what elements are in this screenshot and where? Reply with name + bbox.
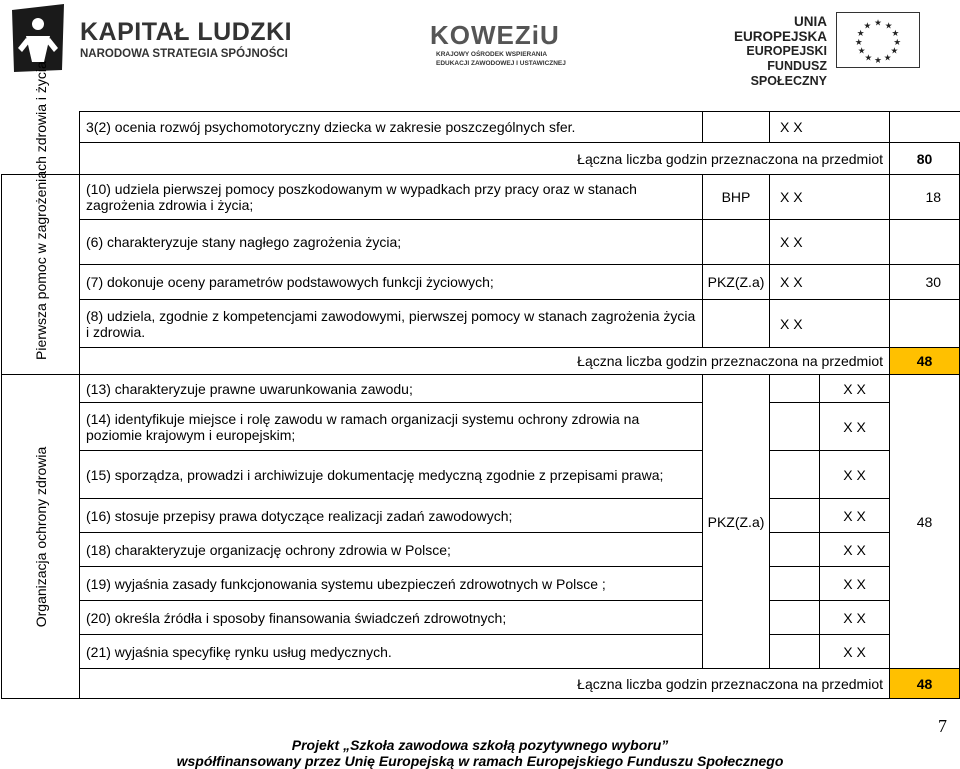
row-code: PKZ(Z.a)	[703, 265, 770, 300]
section-title-first-aid	[2, 60, 80, 375]
row-text: (10) udziela pierwszej pomocy poszkodowanym w wypadkach przy pracy oraz w stanach zagrożenia zdrowia i życia;	[80, 175, 703, 220]
row-marks: X X	[770, 265, 890, 300]
row-marks: X X	[770, 300, 890, 348]
section-title-text: Pierwsza pomoc w zagrożeniach zdrowia i życia	[33, 60, 49, 360]
table-row	[2, 499, 960, 533]
row-marks: X X	[820, 635, 890, 669]
footer-line-1: Projekt „Szkoła zawodowa szkołą pozytywnego wyboru”	[291, 737, 669, 753]
table-row	[2, 403, 960, 451]
kowezu-logo-title: KOWEZiU	[430, 20, 560, 50]
footer-line-2: współfinansowany przez Unię Europejską w ramach Europejskiego Funduszu Społecznego	[176, 753, 784, 769]
kapital-ludzki-subtitle: NARODOWA STRATEGIA SPÓJNOŚCI	[80, 48, 288, 60]
svg-text:★: ★	[854, 37, 863, 48]
sum-row	[2, 143, 960, 175]
section-title-health-organization	[2, 375, 80, 699]
row-code: PKZ(Z.a)	[703, 375, 770, 669]
table-row	[2, 175, 960, 220]
sum-value: 48	[890, 348, 960, 375]
row-marks: X X	[820, 601, 890, 635]
row-hours: 30	[890, 265, 960, 300]
eu-flag-icon	[836, 12, 920, 68]
table-row	[2, 451, 960, 499]
svg-text:★: ★	[857, 46, 866, 57]
svg-text:★: ★	[890, 46, 899, 57]
sum-row	[2, 669, 960, 699]
row-marks: X X	[820, 451, 890, 499]
row-text: (14) identyfikuje miejsce i rolę zawodu w ramach organizacji systemu ochrony zdrowia na poziomie krajowym i europejskim;	[80, 403, 703, 451]
table-row	[2, 112, 960, 143]
svg-text:★: ★	[883, 53, 892, 64]
eu-line-3: FUNDUSZ SPOŁECZNY	[750, 59, 827, 88]
sum-row	[2, 348, 960, 375]
row-marks: X X	[820, 403, 890, 451]
svg-text:★: ★	[893, 37, 902, 48]
table-row	[2, 300, 960, 348]
row-code: BHP	[703, 175, 770, 220]
row-text: (19) wyjaśnia zasady funkcjonowania systemu ubezpieczeń zdrowotnych w Polsce ;	[80, 567, 703, 601]
svg-text:★: ★	[874, 18, 882, 29]
eu-text	[703, 14, 827, 89]
svg-text:★: ★	[891, 29, 900, 40]
svg-text:★: ★	[863, 21, 872, 32]
row-text: (16) stosuje przepisy prawa dotyczące realizacji zadań zawodowych;	[80, 499, 703, 533]
row-text: (13) charakteryzuje prawne uwarunkowania zawodu;	[80, 375, 703, 403]
row-text: (18) charakteryzuje organizację ochrony zdrowia w Polsce;	[80, 533, 703, 567]
table-row	[2, 567, 960, 601]
svg-text:★: ★	[856, 29, 865, 40]
row-text: (8) udziela, zgodnie z kompetencjami zawodowymi, pierwszej pomocy w stanach zagrożenia życia i zdrowia.	[80, 300, 703, 348]
row-text: 3(2) ocenia rozwój psychomotoryczny dziecka w zakresie poszczególnych sfer.	[80, 112, 703, 143]
kowezu-logo-subtitle: KRAJOWY OŚRODEK WSPIERANIA EDUKACJI ZAWODOWEJ I USTAWICZNEJ	[436, 51, 566, 67]
row-text: (6) charakteryzuje stany nagłego zagrożenia życia;	[80, 220, 703, 265]
kapital-ludzki-title: KAPITAŁ LUDZKI	[80, 18, 293, 46]
table-row	[2, 375, 960, 403]
svg-text:★: ★	[884, 21, 893, 32]
row-hours: 48	[890, 375, 960, 669]
table-row	[2, 220, 960, 265]
sum-label: Łączna liczba godzin przeznaczona na przedmiot	[80, 348, 890, 375]
row-text: (15) sporządza, prowadzi i archiwizuje dokumentację medyczną zgodnie z przepisami prawa;	[80, 451, 703, 499]
sum-value: 48	[890, 669, 960, 699]
row-marks: X X	[770, 112, 890, 143]
row-marks: X X	[770, 220, 890, 265]
sum-label: Łączna liczba godzin przeznaczona na przedmiot	[80, 143, 890, 175]
table-row	[2, 635, 960, 669]
row-marks: X X	[820, 533, 890, 567]
row-text: (21) wyjaśnia specyfikę rynku usług medycznych.	[80, 635, 703, 669]
sum-value: 80	[890, 143, 960, 175]
table-row	[2, 265, 960, 300]
row-marks: X X	[820, 375, 890, 403]
row-hours: 18	[890, 175, 960, 220]
table-row	[2, 533, 960, 567]
row-marks: X X	[820, 499, 890, 533]
svg-text:★: ★	[874, 56, 882, 67]
eu-line-2: EUROPEJSKI	[746, 44, 827, 58]
sum-label: Łączna liczba godzin przeznaczona na przedmiot	[80, 669, 890, 699]
svg-text:★: ★	[864, 53, 873, 64]
eu-line-1: UNIA EUROPEJSKA	[733, 14, 827, 44]
page-number: 7	[938, 716, 947, 736]
row-text: (20) określa źródła i sposoby finansowania świadczeń zdrowotnych;	[80, 601, 703, 635]
row-marks: X X	[770, 175, 890, 220]
page-header	[0, 0, 960, 100]
section-title-text: Organizacja ochrony zdrowia	[33, 446, 49, 627]
row-text: (7) dokonuje oceny parametrów podstawowych funkcji życiowych;	[80, 265, 703, 300]
row-marks: X X	[820, 567, 890, 601]
table-row	[2, 601, 960, 635]
